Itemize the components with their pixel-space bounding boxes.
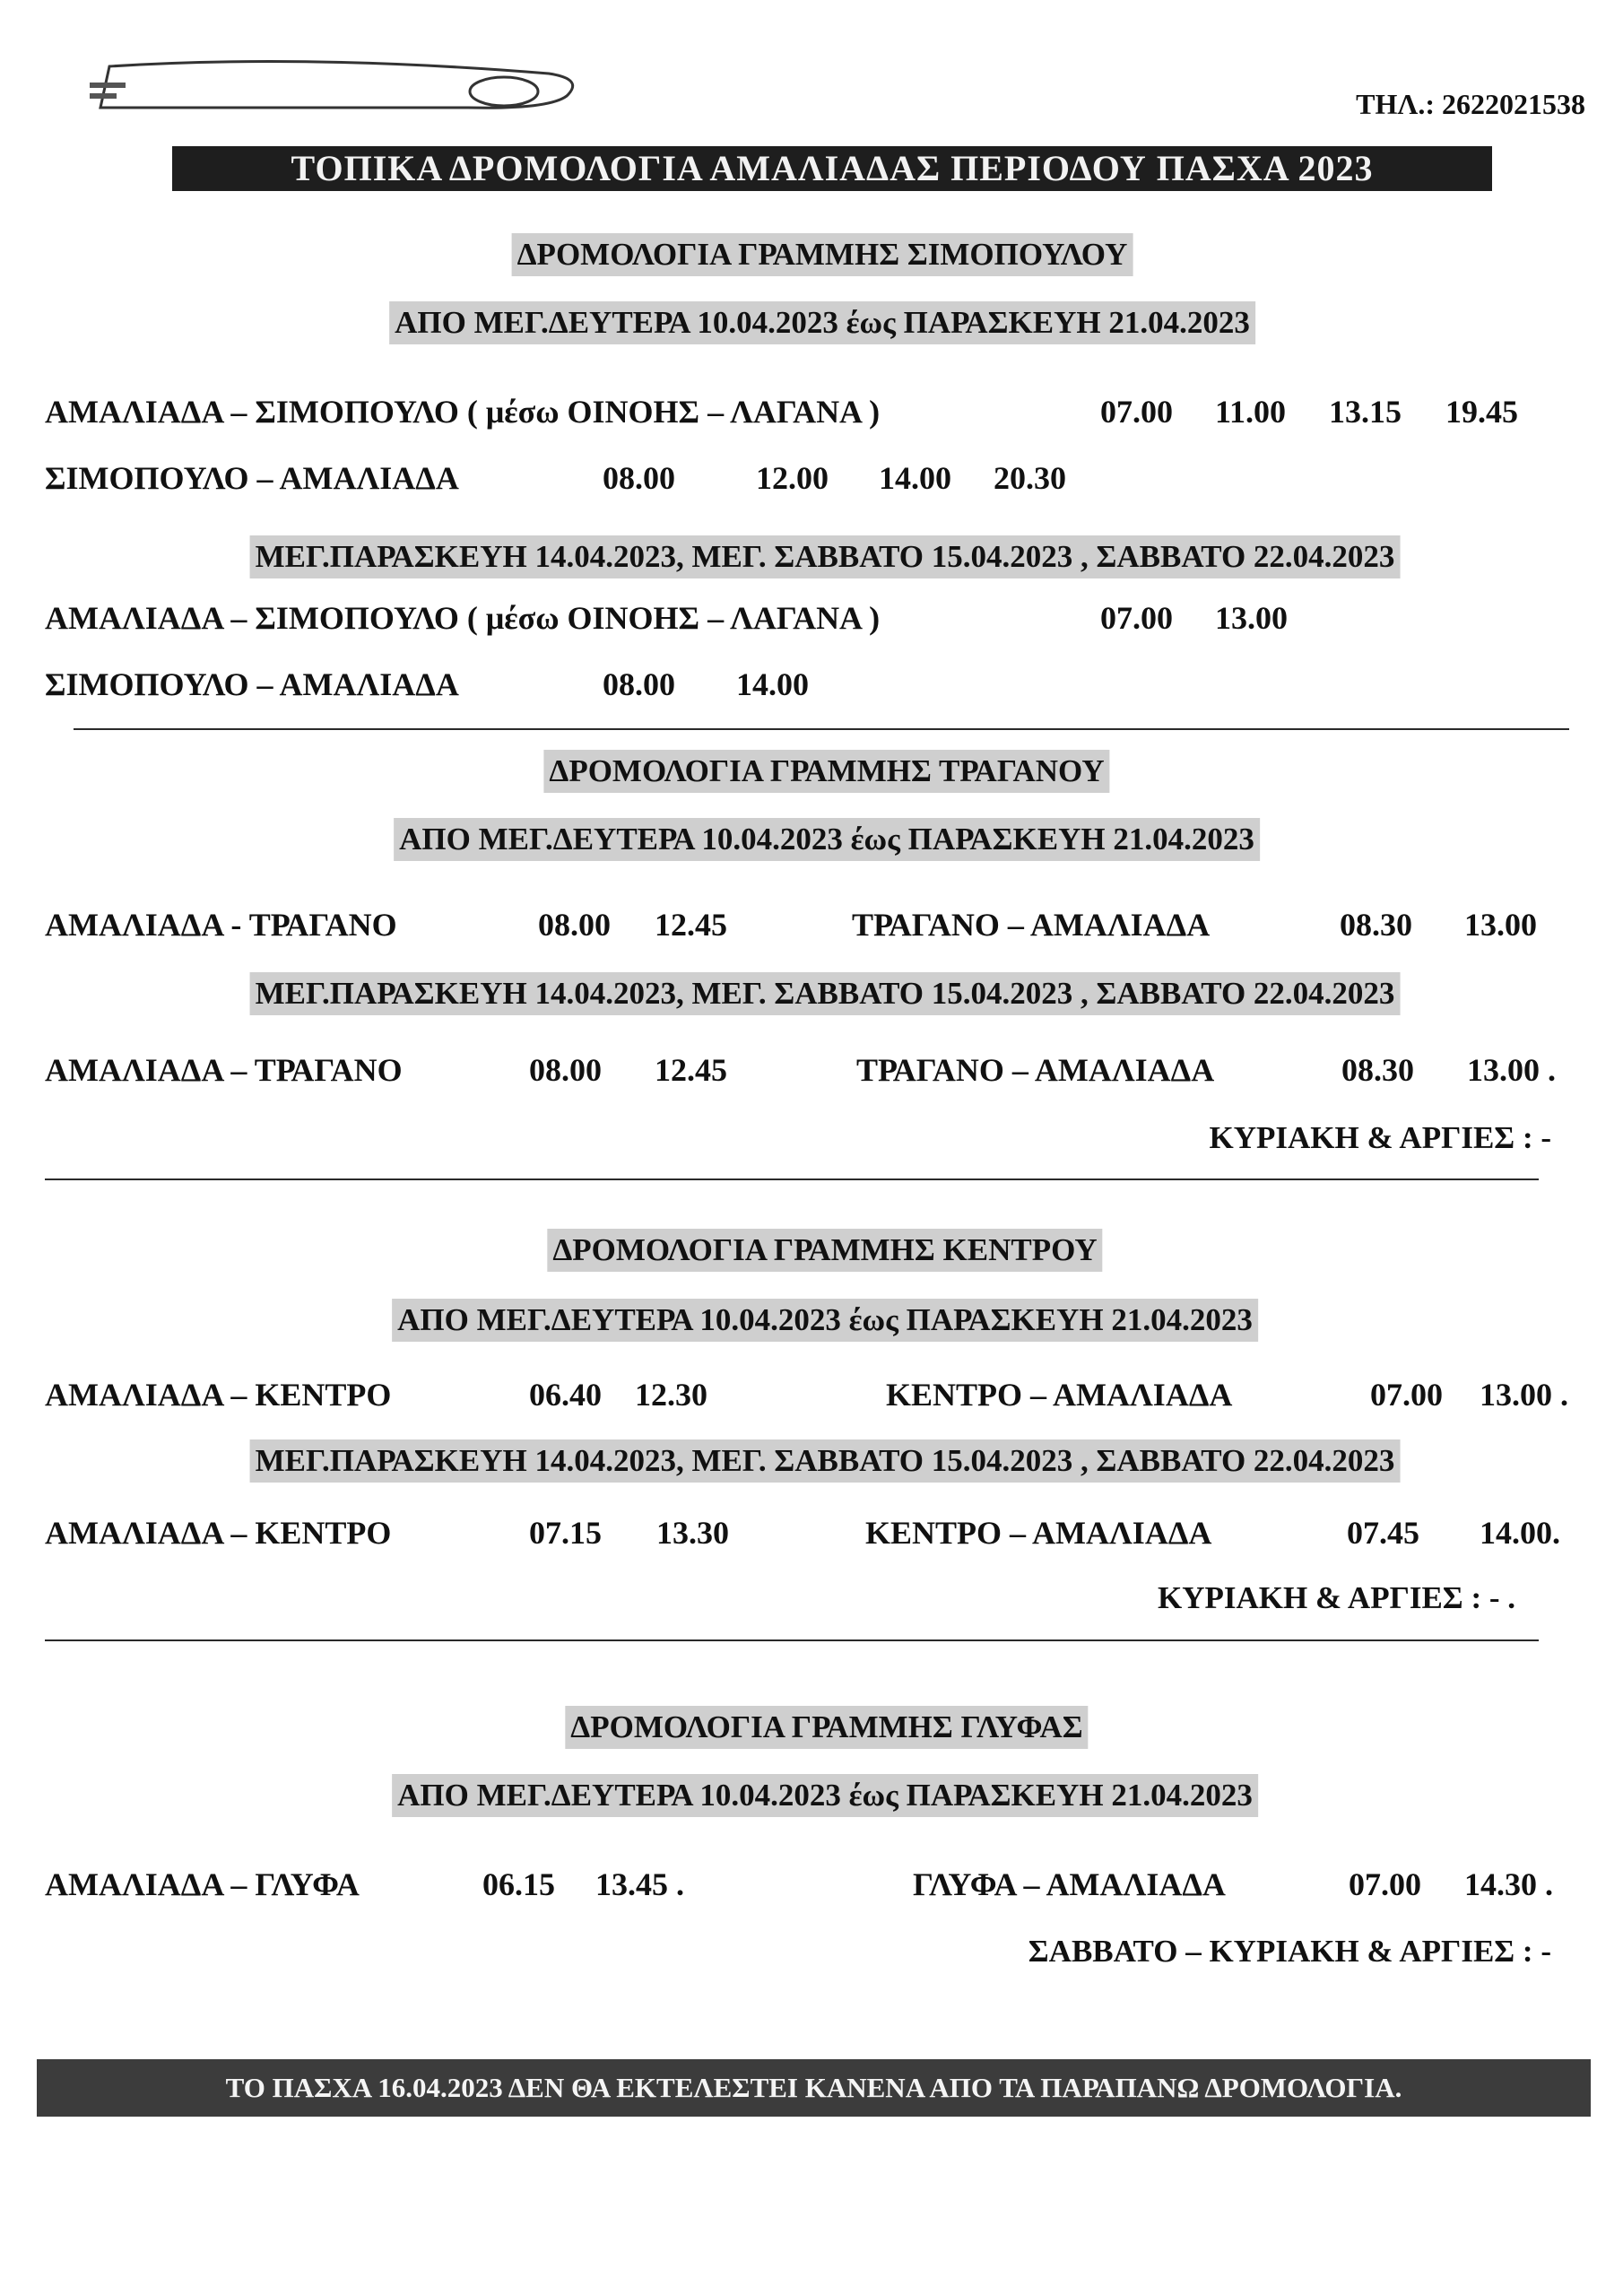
route-label: ΣΙΜΟΠΟΥΛΟ – ΑΜΑΛΙΑΔΑ [45, 666, 459, 702]
time: 14.00 [879, 460, 951, 496]
period-heading: ΑΠΟ ΜΕΓ.ΔΕΥΤΕΡΑ 10.04.2023 έως ΠΑΡΑΣΚΕΥΗ 21.04.2023 [392, 1299, 1258, 1342]
time: 06.40 [529, 1377, 602, 1413]
time: 07.00 [1370, 1377, 1443, 1413]
time: 13.00 [1464, 907, 1537, 943]
time: 13.00 . [1480, 1377, 1568, 1413]
period-heading: ΜΕΓ.ΠΑΡΑΣΚΕΥΗ 14.04.2023, ΜΕΓ. ΣΑΒΒΑΤΟ 15.04.2023 , ΣΑΒΒΑΤΟ 22.04.2023 [250, 972, 1401, 1015]
footer-notice: ΤΟ ΠΑΣΧΑ 16.04.2023 ΔΕΝ ΘΑ ΕΚΤΕΛΕΣΤΕΙ ΚΑΝΕΝΑ ΑΠΟ ΤΑ ΠΑΡΑΠΑΝΩ ΔΡΟΜΟΛΟΓΙΑ. [37, 2059, 1591, 2117]
period-heading: ΜΕΓ.ΠΑΡΑΣΚΕΥΗ 14.04.2023, ΜΕΓ. ΣΑΒΒΑΤΟ 15.04.2023 , ΣΑΒΒΑΤΟ 22.04.2023 [250, 535, 1401, 578]
time: 12.45 [655, 1052, 727, 1088]
time: 08.30 [1340, 907, 1412, 943]
holiday-note: ΣΑΒΒΑΤΟ – ΚΥΡΙΑΚΗ & ΑΡΓΙΕΣ : - [1028, 1934, 1551, 1969]
bus-logo-icon [82, 56, 585, 118]
route-label: ΑΜΑΛΙΑΔΑ – ΚΕΝΤΡΟ [45, 1515, 392, 1551]
time: 07.00 [1100, 394, 1173, 430]
time: 11.00 [1215, 394, 1287, 430]
route-label: ΑΜΑΛΙΑΔΑ - ΤΡΑΓΑΝΟ [45, 907, 397, 943]
section-heading-simopoulo: ΔΡΟΜΟΛΟΓΙΑ ΓΡΑΜΜΗΣ ΣΙΜΟΠΟΥΛΟΥ [512, 233, 1133, 276]
time: 08.00 [529, 1052, 602, 1088]
time: 14.00 [736, 666, 809, 702]
time: 13.45 . [595, 1866, 684, 1902]
time: 06.15 [482, 1866, 555, 1902]
route-label: ΤΡΑΓΑΝΟ – ΑΜΑΛΙΑΔΑ [852, 907, 1211, 943]
time: 08.00 [603, 460, 675, 496]
time: 07.00 [1349, 1866, 1421, 1902]
time: 13.00 [1215, 600, 1288, 636]
section-heading-kentro: ΔΡΟΜΟΛΟΓΙΑ ΓΡΑΜΜΗΣ ΚΕΝΤΡΟΥ [547, 1229, 1102, 1272]
time: 12.30 [635, 1377, 707, 1413]
time: 19.45 [1445, 394, 1518, 430]
time: 12.45 [655, 907, 727, 943]
route-label: ΑΜΑΛΙΑΔΑ – ΓΛΥΦΑ [45, 1866, 360, 1902]
section-divider [74, 728, 1569, 730]
holiday-note: ΚΥΡΙΑΚΗ & ΑΡΓΙΕΣ : - . [1157, 1580, 1515, 1615]
ktel-logo [82, 56, 585, 118]
section-heading-tragano: ΔΡΟΜΟΛΟΓΙΑ ΓΡΑΜΜΗΣ ΤΡΑΓΑΝΟΥ [543, 750, 1109, 793]
time: 13.00 . [1467, 1052, 1556, 1088]
time: 07.15 [529, 1515, 602, 1551]
route-label: ΑΜΑΛΙΑΔΑ – ΚΕΝΤΡΟ [45, 1377, 392, 1413]
route-label: ΑΜΑΛΙΑΔΑ – ΤΡΑΓΑΝΟ [45, 1052, 403, 1088]
route-label: ΣΙΜΟΠΟΥΛΟ – ΑΜΑΛΙΑΔΑ [45, 460, 459, 496]
time: 08.30 [1341, 1052, 1414, 1088]
route-label: ΤΡΑΓΑΝΟ – ΑΜΑΛΙΑΔΑ [856, 1052, 1215, 1088]
route-label: ΚΕΝΤΡΟ – ΑΜΑΛΙΑΔΑ [886, 1377, 1233, 1413]
section-divider [45, 1178, 1539, 1180]
route-label: ΚΕΝΤΡΟ – ΑΜΑΛΙΑΔΑ [865, 1515, 1212, 1551]
section-divider [45, 1639, 1539, 1641]
time: 12.00 [756, 460, 829, 496]
period-heading: ΑΠΟ ΜΕΓ.ΔΕΥΤΕΡΑ 10.04.2023 έως ΠΑΡΑΣΚΕΥΗ 21.04.2023 [392, 1774, 1258, 1817]
time: 07.00 [1100, 600, 1173, 636]
time: 13.30 [656, 1515, 729, 1551]
time: 07.45 [1347, 1515, 1419, 1551]
time: 20.30 [994, 460, 1066, 496]
time: 14.30 . [1464, 1866, 1553, 1902]
period-heading: ΑΠΟ ΜΕΓ.ΔΕΥΤΕΡΑ 10.04.2023 έως ΠΑΡΑΣΚΕΥΗ 21.04.2023 [389, 301, 1255, 344]
time: 14.00. [1480, 1515, 1560, 1551]
phone-number: ΤΗΛ.: 2622021538 [1356, 88, 1585, 120]
time: 13.15 [1329, 394, 1402, 430]
period-heading: ΑΠΟ ΜΕΓ.ΔΕΥΤΕΡΑ 10.04.2023 έως ΠΑΡΑΣΚΕΥΗ 21.04.2023 [394, 818, 1260, 861]
section-heading-glyfa: ΔΡΟΜΟΛΟΓΙΑ ΓΡΑΜΜΗΣ ΓΛΥΦΑΣ [565, 1706, 1088, 1749]
route-label: ΑΜΑΛΙΑΔΑ – ΣΙΜΟΠΟΥΛΟ ( μέσω ΟΙΝΟΗΣ – ΛΑΓΑΝΑ ) [45, 600, 881, 636]
time: 08.00 [603, 666, 675, 702]
holiday-note: ΚΥΡΙΑΚΗ & ΑΡΓΙΕΣ : - [1209, 1120, 1551, 1155]
time: 08.00 [538, 907, 611, 943]
route-label: ΓΛΥΦΑ – ΑΜΑΛΙΑΔΑ [913, 1866, 1226, 1902]
page-title: ΤΟΠΙΚΑ ΔΡΟΜΟΛΟΓΙΑ ΑΜΑΛΙΑΔΑΣ ΠΕΡΙΟΔΟΥ ΠΑΣΧΑ 2023 [172, 146, 1492, 191]
route-label: ΑΜΑΛΙΑΔΑ – ΣΙΜΟΠΟΥΛΟ ( μέσω ΟΙΝΟΗΣ – ΛΑΓΑΝΑ ) [45, 394, 881, 430]
period-heading: ΜΕΓ.ΠΑΡΑΣΚΕΥΗ 14.04.2023, ΜΕΓ. ΣΑΒΒΑΤΟ 15.04.2023 , ΣΑΒΒΑΤΟ 22.04.2023 [250, 1439, 1401, 1483]
